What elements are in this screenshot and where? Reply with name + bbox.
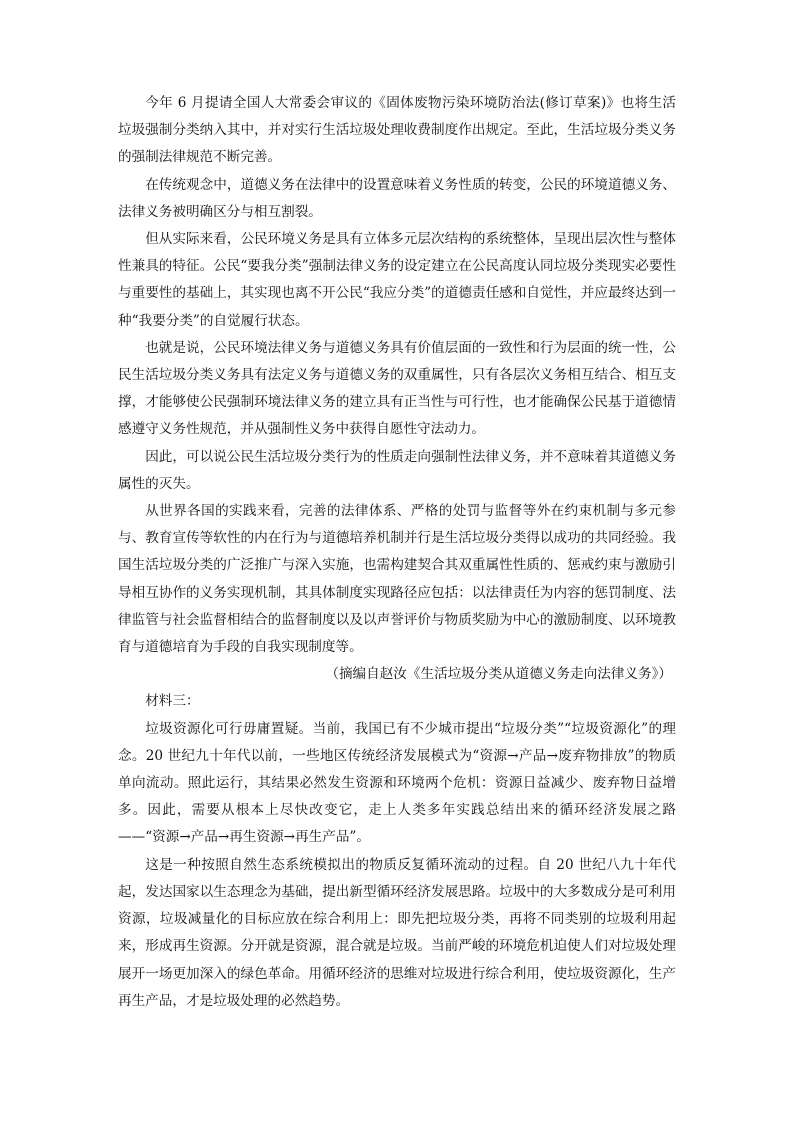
paragraph: 也就是说，公民环境法律义务与道德义务具有价值层面的一致性和行为层面的统一性，公民生活垃圾分类义务具有法定义务与道德义务的双重属性，只有各层次义务相互结合、相互支撑，才能够使公民强制环境法律义务的建立具有正当性与可行性，也才能确保公民基于道德情感遵守义务性规范，并从强制性义务中获得自愿性守法动力。 [118, 339, 676, 438]
paragraph: 在传统观念中，道德义务在法律中的设置意味着义务性质的转变，公民的环境道德义务、法律义务被明确区分与相互割裂。 [118, 176, 676, 220]
paragraph: 垃圾资源化可行毋庸置疑。当前，我国已有不少城市提出“垃圾分类”“垃圾资源化”的理念。20 世纪九十年代以前，一些地区传统经济发展模式为“资源→产品→废弃物排放”的物质单向流动。照此运行，其结果必然发生资源和环境两个危机：资源日益减少、废弃物日益增多。因此，需要从根本上尽快改变它，走上人类多年实践总结出来的循环经济发展之路——“资源→产品→再生资源→再生产品”。 [118, 720, 676, 846]
material-heading: 材料三： [145, 693, 200, 710]
source-citation: （摘编自赵汝《生活垃圾分类从道德义务走向法律义务》） [325, 666, 672, 683]
paragraph: 但从实际来看，公民环境义务是具有立体多元层次结构的系统整体，呈现出层次性与整体性兼具的特征。公民“要我分类”强制法律义务的设定建立在公民高度认同垃圾分类现实必要性与重要性的基础上，其实现也离不开公民“我应分类”的道德责任感和自觉性，并应最终达到一种“我要分类”的自觉履行状态。 [118, 231, 676, 329]
document-page [118, 90, 676, 1015]
paragraph: 这是一种按照自然生态系统模拟出的物质反复循环流动的过程。自 20 世纪八九十年代起，发达国家以生态理念为基础，提出新型循环经济发展思路。垃圾中的大多数成分是可利用资源，垃圾减量化的目标应放在综合利用上：即先把垃圾分类，再将不同类别的垃圾利用起来，形成再生资源。分开就是资源，混合就是垃圾。当前严峻的环境危机迫使人们对垃圾处理展开一场更加深入的绿色革命。用循环经济的思维对垃圾进行综合利用，使垃圾资源化，生产再生产品，才是垃圾处理的必然趋势。 [118, 856, 676, 1009]
paragraph: 从世界各国的实践来看，完善的法律体系、严格的处罚与监督等外在约束机制与多元参与、教育宣传等软性的内在行为与道德培养机制并行是生活垃圾分类得以成功的共同经验。我国生活垃圾分类的广泛推广与深入实施，也需构建契合其双重属性性质的、惩戒约束与激励引导相互协作的义务实现机制，其具体制度实现路径应包括：以法律责任为内容的惩罚制度、法律监管与社会监督相结合的监督制度以及以声誉评价与物质奖励为中心的激励制度、以环境教育与道德培育为手段的自我实现制度等。 [118, 503, 676, 656]
paragraph: 今年 6 月提请全国人大常委会审议的《固体废物污染环境防治法(修订草案)》也将生活垃圾强制分类纳入其中，并对实行生活垃圾处理收费制度作出规定。至此，生活垃圾分类义务的强制法律规范不断完善。 [118, 95, 676, 166]
paragraph: 因此，可以说公民生活垃圾分类行为的性质走向强制性法律义务，并不意味着其道德义务属性的灭失。 [118, 448, 676, 492]
